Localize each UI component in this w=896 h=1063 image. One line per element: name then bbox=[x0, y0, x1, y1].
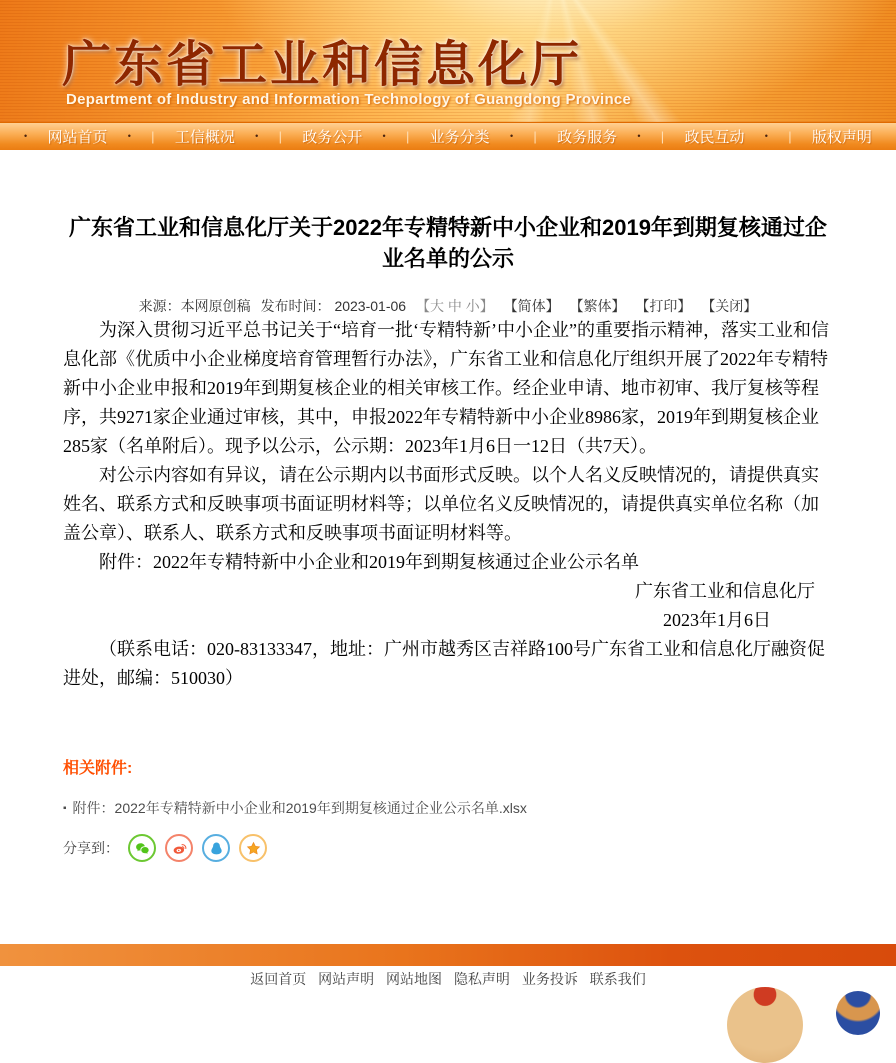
simplified-button[interactable]: 【简体】 bbox=[503, 298, 560, 314]
nav-item-copyright[interactable]: 版权声明 bbox=[811, 129, 872, 146]
related-attachments-heading: 相关附件: bbox=[63, 760, 133, 777]
footer-link-sitemap[interactable]: 网站地图 bbox=[386, 971, 443, 987]
article-attachment-line: 附件：2022年专精特新中小企业和2019年到期复核通过企业公示名单 bbox=[99, 552, 639, 572]
footer-link-statement[interactable]: 网站声明 bbox=[318, 971, 375, 987]
nav-bullet-icon: • bbox=[637, 131, 641, 141]
nav-separator: | bbox=[278, 129, 282, 144]
footer-link-complaint[interactable]: 业务投诉 bbox=[521, 971, 578, 987]
wechat-bubbles-icon bbox=[134, 840, 151, 857]
nav-separator: | bbox=[151, 129, 155, 144]
qq-penguin-icon bbox=[208, 840, 225, 857]
article-meta bbox=[63, 296, 833, 316]
square-bullet-icon: ▪ bbox=[63, 803, 67, 814]
qzone-star-icon bbox=[245, 840, 262, 857]
footer-link-contact[interactable]: 联系我们 bbox=[589, 971, 646, 987]
nav-item-business[interactable]: 业务分类 bbox=[429, 129, 490, 146]
nav-bullet-icon: • bbox=[509, 131, 514, 141]
print-button[interactable]: 【打印】 bbox=[635, 298, 692, 314]
share-qq-icon[interactable] bbox=[202, 834, 230, 862]
nav-bullet-icon: • bbox=[764, 131, 768, 141]
share-qzone-icon[interactable] bbox=[239, 834, 267, 862]
font-size-control[interactable]: 【大 中 小】 bbox=[415, 298, 494, 314]
share-weibo-icon[interactable] bbox=[165, 834, 193, 862]
attachment-link[interactable] bbox=[63, 798, 833, 818]
share-wechat-icon[interactable] bbox=[128, 834, 156, 862]
nav-separator: | bbox=[533, 129, 537, 144]
nav-item-overview[interactable]: 工信概况 bbox=[174, 129, 235, 146]
site-header-banner bbox=[0, 0, 896, 122]
nav-bullet-icon: • bbox=[127, 131, 131, 141]
gov-emblem-badge[interactable] bbox=[727, 987, 803, 1063]
footer-link-privacy[interactable]: 隐私声明 bbox=[453, 971, 510, 987]
nav-separator: | bbox=[660, 129, 665, 144]
article-paragraph-1: 为深入贯彻习近平总书记关于“培育一批‘专精特新’中小企业”的重要指示精神，落实工业和信息化部《优质中小企业梯度培育管理暂行办法》，广东省工业和信息化厅组织开展了2022年专精特新中小企业申报和2019年到期复核企业的相关审核工作。经企业申请、地市初审、我厅复核等程序，共9271家企业通过审核，其中，申报2022年专精特新中小企业8986家，2019年到期复核企业285家（名单附后）。现予以公示，公示期：2023年1月6日一12日（共7天）。 bbox=[63, 320, 829, 456]
weibo-eye-icon bbox=[171, 840, 188, 857]
nav-item-services[interactable]: 政务服务 bbox=[557, 129, 618, 146]
nav-item-gov-affairs[interactable]: 政务公开 bbox=[302, 129, 363, 146]
nav-bullet-icon: • bbox=[24, 131, 28, 141]
attachment-link-label: 附件：2022年专精特新中小企业和2019年到期复核通过企业公示名单.xlsx bbox=[72, 800, 527, 816]
site-subtitle-english: Department of Industry and Information Technology of Guangdong Province bbox=[66, 91, 632, 108]
nav-bullet-icon: • bbox=[382, 131, 386, 141]
source-label: 来源：本网原创稿 bbox=[138, 298, 251, 314]
share-label: 分享到： bbox=[63, 840, 119, 856]
article-contact-info: （联系电话：020-83133347，地址：广州市越秀区吉祥路100号广东省工业和信息化厅融资促进处，邮编：510030） bbox=[63, 639, 825, 688]
footer-band bbox=[0, 944, 896, 966]
nav-separator: | bbox=[405, 129, 410, 144]
main-nav bbox=[0, 122, 896, 150]
publish-time-label: 发布时间： 2023-01-06 bbox=[260, 298, 407, 314]
main-content bbox=[0, 150, 896, 862]
site-title: 广东省工业和信息化厅 bbox=[62, 38, 583, 92]
nav-item-interaction[interactable]: 政民互动 bbox=[684, 129, 745, 146]
footer-links bbox=[0, 969, 896, 989]
traditional-button[interactable]: 【繁体】 bbox=[569, 298, 626, 314]
footer-link-home[interactable]: 返回首页 bbox=[250, 971, 307, 987]
nav-item-home[interactable]: 网站首页 bbox=[47, 129, 108, 146]
close-button[interactable]: 【关闭】 bbox=[701, 298, 758, 314]
share-bar bbox=[63, 834, 833, 862]
nav-separator: | bbox=[788, 129, 792, 144]
article-paragraph-2: 对公示内容如有异议，请在公示期内以书面形式反映。以个人名义反映情况的，请提供真实姓名、联系方式和反映事项书面证明材料等；以单位名义反映情况的，请提供真实单位名称（加盖公章）、联系人、联系方式和反映事项书面证明材料等。 bbox=[63, 465, 819, 543]
nav-bullet-icon: • bbox=[255, 131, 259, 141]
article-signature: 广东省工业和信息化厅 bbox=[635, 581, 815, 601]
article-date: 2023年1月6日 bbox=[663, 610, 771, 630]
site-identity-badge[interactable] bbox=[836, 991, 880, 1035]
article-title: 广东省工业和信息化厅关于2022年专精特新中小企业和2019年到期复核通过企业名单的公示 bbox=[69, 215, 827, 271]
